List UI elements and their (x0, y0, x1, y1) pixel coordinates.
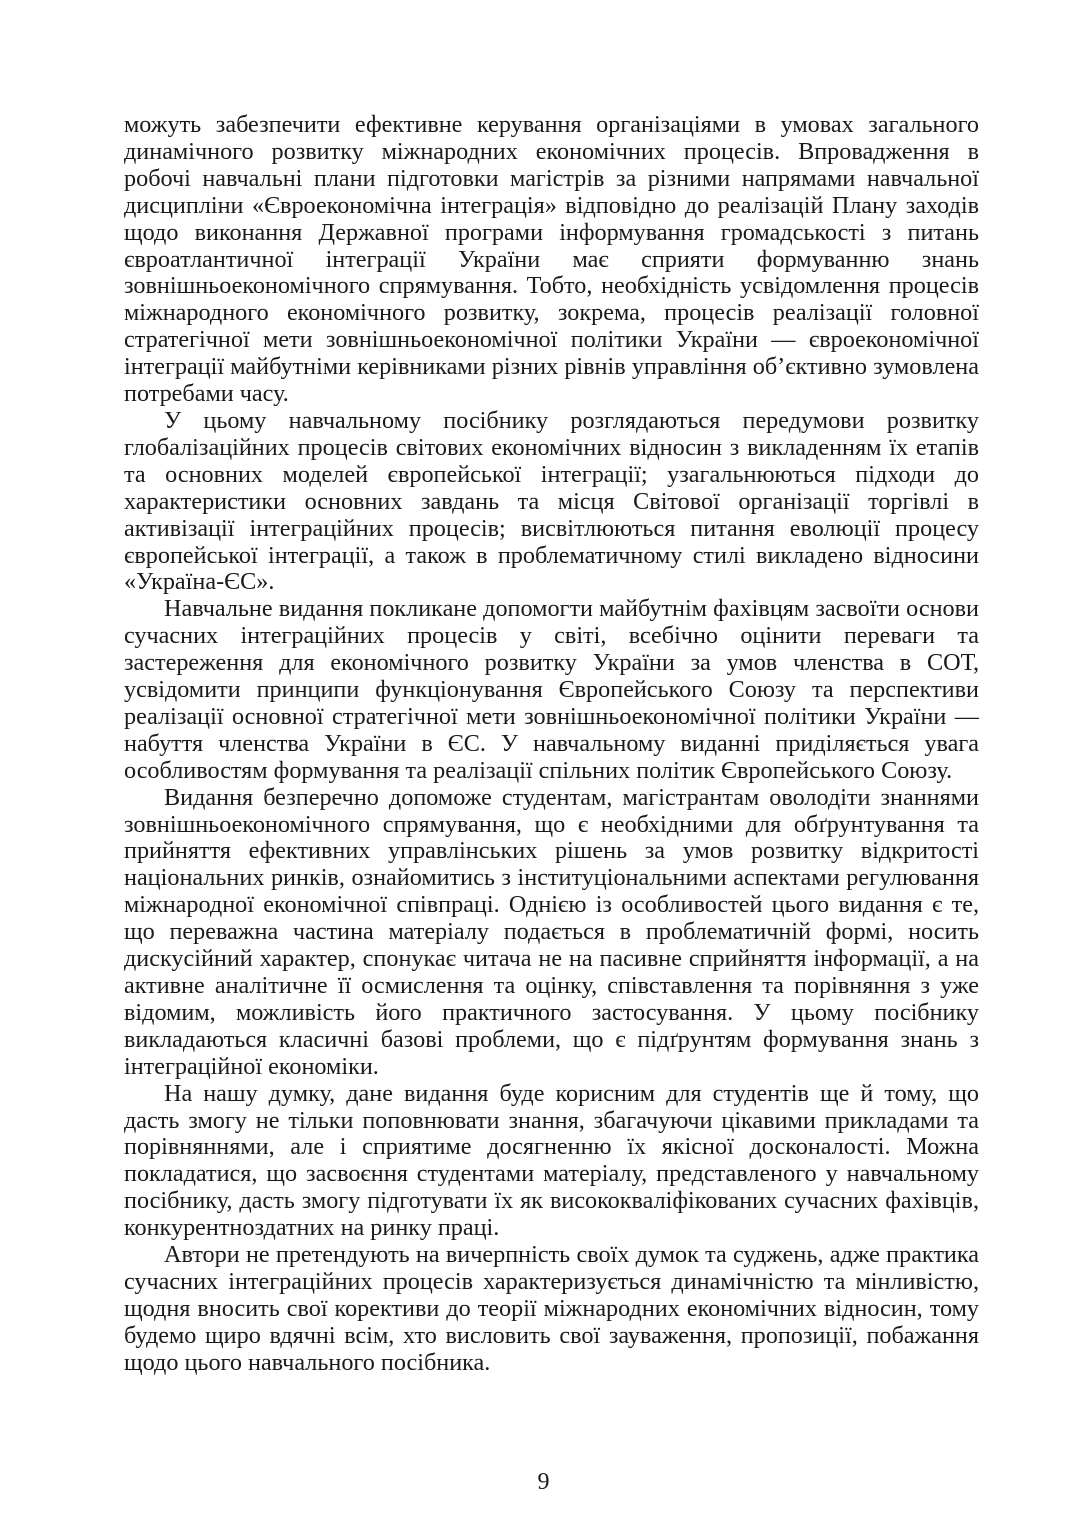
paragraph-continuation: можуть забезпечити ефективне керування організаціями в умовах загального динамічного розвитку міжнародних економічних процесів. Впровадження в робочі навчальні плани підготовки магістрів за різними напрямами навчальної дисципліни «Євроекономічна інтеграція» відповідно до реалізацій Плану заходів щодо виконання Державної програми інформування громадськості з питань євроатлантичної інтеграції України має сприяти формуванню знань зовнішньоекономічного спрямування. Тобто, необхідність усвідомлення процесів міжнародного економічного розвитку, зокрема, процесів реалізації головної стратегічної мети зовнішньоекономічної політики України — євроекономічної інтеграції майбутніми керівниками різних рівнів управління об’єктивно зумовлена потребами часу. (124, 111, 979, 408)
paragraph-purpose: Навчальне видання покликане допомогти майбутнім фахівцям засвоїти основи сучасних інтеграційних процесів у світі, всебічно оцінити переваги та застереження для економічного розвитку України за умов членства в СОТ, усвідомити принципи функціонування Європейського Союзу та перспективи реалізації основної стратегічної мети зовнішньоекономічної політики України — набуття членства України в ЄС. У навчальному виданні приділяється увага особливостям формування та реалізації спільних політик Європейського Союзу. (124, 595, 979, 784)
page-number: 9 (537, 1469, 550, 1495)
paragraph-usefulness: На нашу думку, дане видання буде корисним для студентів ще й тому, що дасть змогу не тільки поповнювати знання, збагачуючи цікавими прикладами та порівняннями, але і сприятиме досягненню їх якісної досконалості. Можна покладатися, що засвоєння студентами матеріалу, представленого у навчальному посібнику, дасть змогу підготувати їх як висококваліфікованих сучасних фахівців, конкурентноздатних на ринку праці. (124, 1079, 979, 1242)
main-text (124, 112, 979, 1377)
paragraph-benefits: Видання безперечно допоможе студентам, магістрантам оволодіти знаннями зовнішньоекономічного спрямування, що є необхідними для обґрунтування та прийняття ефективних управлінських рішень за умов розвитку відкритості національних ринків, ознайомитись з інституціональними аспектами регулювання міжнародної економічної співпраці. Однією із особливостей цього видання є те, що переважна частина матеріалу подається в проблематичній формі, носить дискусійний характер, спонукає читача не на пасивне сприйняття інформації, а на активне аналітичне її осмислення та оцінку, співставлення та порівняння з уже відомим, можливість його практичного застосування. У цьому посібнику викладаються класичні базові проблеми, що є підґрунтям формування знань з інтеграційної економіки. (124, 783, 979, 1080)
paragraph-authors-note: Автори не претендують на вичерпність своїх думок та суджень, адже практика сучасних інтеграційних процесів характеризується динамічністю та мінливістю, щодня вносить свої корективи до теорії міжнародних економічних відносин, тому будемо щиро вдячні всім, хто висловить свої зауваження, пропозиції, побажання щодо цього навчального посібника. (124, 1241, 979, 1376)
paragraph-textbook-overview: У цьому навчальному посібнику розглядаються передумови розвитку глобалізаційних процесів світових економічних відносин з викладенням їх етапів та основних моделей європейської інтеграції; узагальнюються підходи до характеристики основних завдань та місця Світової організації торгівлі в активізації інтеграційних процесів; висвітлюються питання еволюції процесу європейської інтеграції, а також в проблематичному стилі викладено відносини «Україна-ЄС». (124, 406, 979, 596)
page-body (124, 112, 979, 1442)
